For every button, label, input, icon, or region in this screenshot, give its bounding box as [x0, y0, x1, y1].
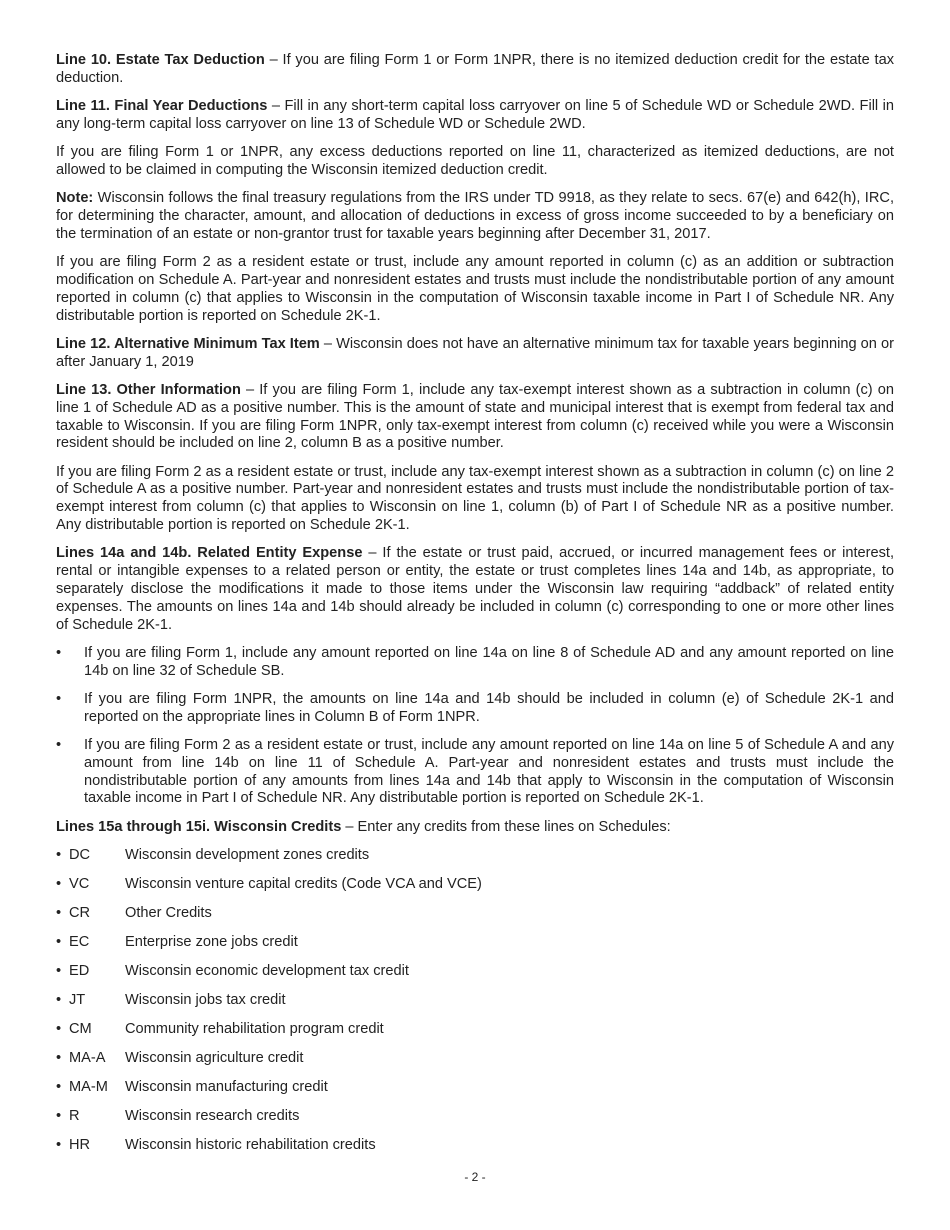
- credits-heading: Lines 15a through 15i. Wisconsin Credits: [56, 818, 342, 835]
- list-item: [56, 691, 894, 727]
- credit-item: [56, 847, 894, 865]
- credit-item: [56, 963, 894, 981]
- bullet-icon: •: [56, 1049, 62, 1066]
- line11-paragraph: [56, 98, 894, 134]
- credit-description: Wisconsin economic development tax credit: [125, 962, 409, 979]
- list-item: [56, 737, 894, 808]
- bullet-icon: •: [56, 1136, 62, 1153]
- line14-text: – If the estate or trust paid, accrued, or incurred management fees or interest, rental or intangible expenses to a related person or entity, the estate or trust completes lines 14a and 14b, as appropriate, to separately disclose the modifications it made to those items under the Wisconsin law requiring “addback” of related entity expenses. The amounts on lines 14a and 14b should already be included in column (c) corresponding to one or more other lines of Schedule 2K-1.: [56, 545, 894, 633]
- line13-form2-paragraph: If you are filing Form 2 as a resident estate or trust, include any tax-exempt interest shown as a subtraction in column (c) on line 2 of Schedule A as a positive number. Part-year and nonresident estates and trusts must include the nondistributable portion of tax-exempt interest from column (c) that applies to Wisconsin on line 1, column (b) of Part I of Schedule NR as a positive number. Any distributable portion is reported on Schedule 2K-1.: [56, 463, 894, 534]
- line10-text: – If you are filing Form 1 or Form 1NPR, there is no itemized deduction credit for the estate tax deduction.: [56, 52, 894, 86]
- line13-text: – If you are filing Form 1, include any tax-exempt interest shown as a subtraction in column (c) on line 1 of Schedule AD as a positive number. This is the amount of state and municipal interest that is exempt from federal tax and taxable to Wisconsin. If you are filing Form 1NPR, only tax-exempt interest from column (c) received while you were a Wisconsin resident should be included on line 2, column B as a positive number.: [56, 381, 894, 452]
- credit-item: [56, 1108, 894, 1126]
- credits-intro-paragraph: [56, 819, 894, 837]
- credit-code: JT: [69, 991, 86, 1008]
- credit-code: MA-M: [69, 1078, 108, 1095]
- credit-code: DC: [69, 846, 91, 863]
- bullet-text: If you are filing Form 1NPR, the amounts on line 14a and 14b should be included in column (e) of Schedule 2K-1 and reported on the appropriate lines in Column B of Form 1NPR.: [84, 690, 894, 725]
- line10-paragraph: [56, 52, 894, 88]
- bullet-icon: •: [56, 690, 62, 707]
- page-number: - 2 -: [464, 1170, 486, 1184]
- credit-description: Wisconsin agriculture credit: [125, 1049, 304, 1066]
- bullet-icon: •: [56, 875, 62, 892]
- credit-description: Wisconsin research credits: [125, 1107, 300, 1124]
- line12-heading: Line 12. Alternative Minimum Tax Item: [56, 335, 320, 352]
- line14-bullet-list: [56, 645, 894, 808]
- credit-code: HR: [69, 1136, 91, 1153]
- credit-item: [56, 876, 894, 894]
- line10-heading: Line 10. Estate Tax Deduction: [56, 52, 265, 68]
- line13-heading: Line 13. Other Information: [56, 381, 241, 398]
- credit-code: ED: [69, 962, 90, 979]
- credit-code: EC: [69, 933, 90, 950]
- bullet-icon: •: [56, 991, 62, 1008]
- line14-heading: Lines 14a and 14b. Related Entity Expense: [56, 545, 363, 562]
- bullet-icon: •: [56, 904, 62, 921]
- bullet-icon: •: [56, 846, 62, 863]
- bullet-icon: •: [56, 644, 62, 661]
- credit-code: MA-A: [69, 1049, 106, 1066]
- credit-item: [56, 934, 894, 952]
- line11-excess-deductions-paragraph: If you are filing Form 1 or 1NPR, any excess deductions reported on line 11, characterized as itemized deductions, are not allowed to be claimed in computing the Wisconsin itemized deduction credit.: [56, 144, 894, 178]
- credit-description: Enterprise zone jobs credit: [125, 933, 298, 950]
- credit-item: [56, 1137, 894, 1155]
- bullet-icon: •: [56, 962, 62, 979]
- list-item: [56, 645, 894, 681]
- credit-item: [56, 1050, 894, 1068]
- credits-list: [56, 847, 894, 1155]
- line12-paragraph: [56, 336, 894, 372]
- credit-code: R: [69, 1107, 80, 1124]
- bullet-icon: •: [56, 933, 62, 950]
- credit-code: CR: [69, 904, 91, 921]
- line11-heading: Line 11. Final Year Deductions: [56, 98, 268, 115]
- line14-paragraph: [56, 545, 894, 634]
- credit-code: VC: [69, 875, 90, 892]
- credit-description: Wisconsin jobs tax credit: [125, 991, 286, 1008]
- bullet-icon: •: [56, 1020, 62, 1037]
- credit-item: [56, 1079, 894, 1097]
- instructions-page: [56, 52, 894, 1166]
- bullet-text: If you are filing Form 2 as a resident estate or trust, include any amount reported on line 14a on line 5 of Schedule A and any amount from line 14b on line 11 of Schedule A. Part-year and nonresident estates and trusts must include the nondistributable portion of any amounts from lines 14a and 14b that apply to Wisconsin in the computation of Wisconsin taxable income in Part I of Schedule NR. Any distributable portion is reported on Schedule 2K-1.: [84, 737, 894, 807]
- credit-item: [56, 992, 894, 1010]
- credit-description: Wisconsin development zones credits: [125, 846, 370, 863]
- note-text: Wisconsin follows the final treasury regulations from the IRS under TD 9918, as they relate to secs. 67(e) and 642(h), IRC, for determining the character, amount, and allocation of deductions in excess of gross income succeeded to by a beneficiary on the termination of an estate or non-grantor trust for taxable years beginning after December 31, 2017.: [56, 190, 894, 242]
- credit-description: Wisconsin manufacturing credit: [125, 1078, 328, 1095]
- note-heading: Note:: [56, 190, 94, 207]
- line13-paragraph: [56, 382, 894, 453]
- credit-description: Wisconsin historic rehabilitation credits: [125, 1136, 376, 1153]
- bullet-icon: •: [56, 737, 62, 753]
- line11-form2-paragraph: If you are filing Form 2 as a resident estate or trust, include any amount reported in column (c) as an addition or subtraction modification on Schedule A. Part-year and nonresident estates and trusts must include the nondistributable portion of any amount reported in column (c) that applies to Wisconsin in the computation of Wisconsin taxable income in Part I of Schedule NR. Any distributable portion is reported on Schedule 2K-1.: [56, 254, 894, 324]
- credit-code: CM: [69, 1020, 92, 1037]
- credits-intro-text: – Enter any credits from these lines on Schedules:: [341, 818, 671, 835]
- bullet-text: If you are filing Form 1, include any amount reported on line 14a on line 8 of Schedule AD and any amount reported on line 14b on line 32 of Schedule SB.: [84, 644, 894, 679]
- credit-item: [56, 905, 894, 923]
- credit-description: Wisconsin venture capital credits (Code VCA and VCE): [125, 875, 482, 892]
- line12-text: – Wisconsin does not have an alternative minimum tax for taxable years beginning on or after January 1, 2019: [56, 335, 894, 370]
- credit-item: [56, 1021, 894, 1039]
- line11-text: – Fill in any short-term capital loss carryover on line 5 of Schedule WD or Schedule 2WD. Fill in any long-term capital loss carryover on line 13 of Schedule WD or Schedule 2WD.: [56, 98, 894, 132]
- credit-description: Other Credits: [125, 904, 212, 921]
- bullet-icon: •: [56, 1078, 62, 1095]
- bullet-icon: •: [56, 1107, 62, 1124]
- credit-description: Community rehabilitation program credit: [125, 1020, 384, 1037]
- note-paragraph: [56, 190, 894, 243]
